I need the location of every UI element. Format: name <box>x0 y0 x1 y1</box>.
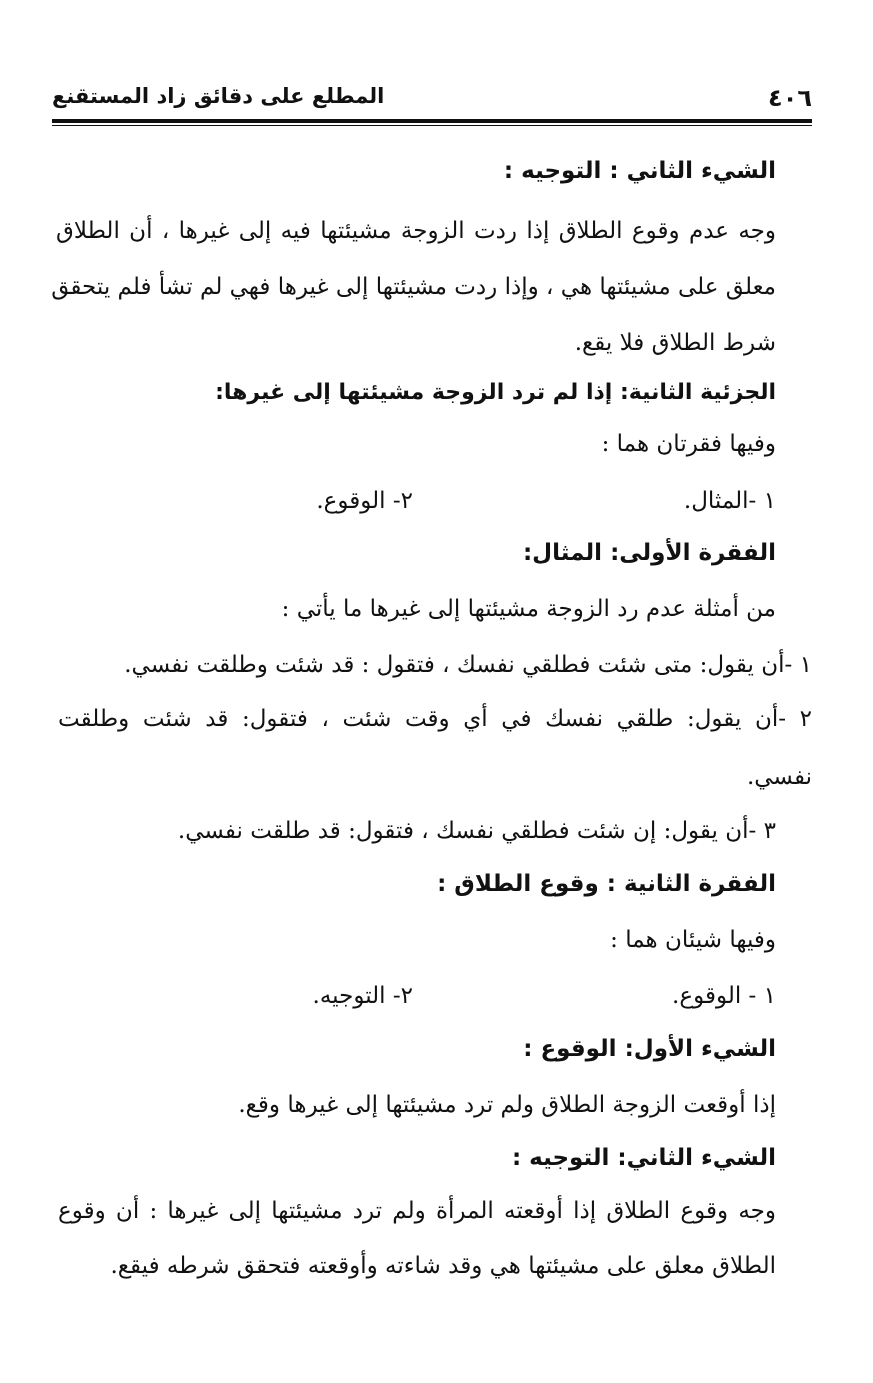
header-rule-thick <box>52 119 812 123</box>
header-rule-thin <box>52 125 812 126</box>
list-item: ٢- التوجيه. <box>312 983 413 1009</box>
paragraph-line: وجه وقوع الطلاق إذا أوقعته المرأة ولم ترد مشيئتها إلى غيرها : أن وقوع <box>58 1198 776 1224</box>
subsection-heading: الجزئية الثانية: إذا لم ترد الزوجة مشيئتها إلى غيرها: <box>215 380 776 405</box>
paragraph-line: معلق على مشيئتها هي ، وإذا ردت مشيئتها إلى غيرها فهي لم تشأ فلم يتحقق <box>51 274 776 300</box>
example-line: نفسي. <box>746 764 812 790</box>
list-item: ٢- الوقوع. <box>316 488 413 514</box>
running-header <box>52 84 812 118</box>
example-line: ١ -أن يقول: متى شئت فطلقي نفسك ، فتقول : قد شئت وطلقت نفسي. <box>124 652 812 678</box>
paragraph-line: إذا أوقعت الزوجة الطلاق ولم ترد مشيئتها إلى غيرها وقع. <box>238 1092 776 1118</box>
paragraph-line: من أمثلة عدم رد الزوجة مشيئتها إلى غيرها ما يأتي : <box>281 596 776 622</box>
paragraph-line: وفيها فقرتان هما : <box>601 431 776 457</box>
paragraph-line: شرط الطلاق فلا يقع. <box>574 330 776 356</box>
example-line: ٢ -أن يقول: طلقي نفسك في أي وقت شئت ، فتقول: قد شئت وطلقت <box>58 706 812 732</box>
section-heading: الشيء الثاني: التوجيه : <box>511 1145 776 1171</box>
book-title: المطلع على دقائق زاد المستقنع <box>52 84 385 108</box>
page-number: ٤٠٦ <box>768 84 812 112</box>
paragraph-line: الطلاق معلق على مشيئتها هي وقد شاءته وأوقعته فتحقق شرطه فيقع. <box>110 1253 776 1279</box>
paragraph-line: وفيها شيئان هما : <box>610 927 776 953</box>
section-heading: الشيء الأول: الوقوع : <box>523 1036 776 1062</box>
example-line: ٣ -أن يقول: إن شئت فطلقي نفسك ، فتقول: قد طلقت نفسي. <box>177 818 776 844</box>
paragraph-line: وجه عدم وقوع الطلاق إذا ردت الزوجة مشيئتها فيه إلى غيرها ، أن الطلاق <box>56 218 776 244</box>
list-item: ١ -المثال. <box>683 488 776 514</box>
section-heading: الشيء الثاني : التوجيه : <box>503 158 776 184</box>
section-heading: الفقرة الأولى: المثال: <box>522 540 776 566</box>
list-item: ١ - الوقوع. <box>672 983 776 1009</box>
section-heading: الفقرة الثانية : وقوع الطلاق : <box>437 871 776 897</box>
